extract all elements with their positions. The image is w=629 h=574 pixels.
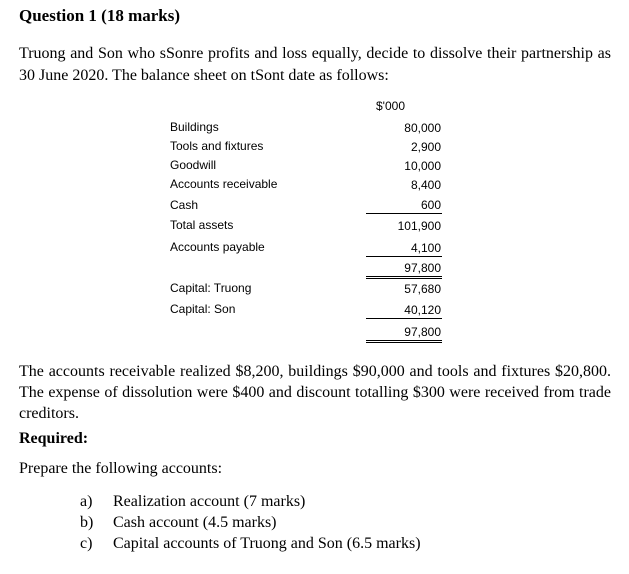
list-item-text: Realization account (7 marks) bbox=[113, 493, 306, 510]
row-value-total-assets: 101,900 bbox=[397, 219, 441, 233]
row-label-tools: Tools and fixtures bbox=[170, 139, 264, 153]
row-value-payable: 4,100 bbox=[410, 241, 441, 255]
row-value-cash: 600 bbox=[420, 198, 441, 212]
row-label-goodwill: Goodwill bbox=[170, 158, 217, 172]
row-value-total-capital: 97,800 bbox=[404, 325, 441, 339]
required-label: Required: bbox=[19, 430, 89, 447]
prepare-text: Prepare the following accounts: bbox=[19, 460, 223, 477]
row-value-net-assets: 97,800 bbox=[404, 261, 441, 275]
row-value-receivable: 8,400 bbox=[410, 178, 441, 192]
list-item-text: Capital accounts of Truong and Son (6.5 marks) bbox=[113, 535, 421, 552]
row-label-capital-truong: Capital: Truong bbox=[170, 281, 252, 295]
currency-header: $'000 bbox=[376, 99, 405, 113]
row-value-capital-truong: 57,680 bbox=[404, 282, 441, 296]
list-marker: c) bbox=[80, 535, 93, 552]
list-marker: a) bbox=[80, 493, 93, 510]
list-item bbox=[80, 512, 421, 533]
list-item bbox=[80, 491, 421, 512]
row-label-receivable: Accounts receivable bbox=[170, 177, 278, 191]
list-item-text: Cash account (4.5 marks) bbox=[113, 514, 277, 531]
row-label-total-assets: Total assets bbox=[170, 218, 234, 232]
row-value-capital-son: 40,120 bbox=[404, 303, 441, 317]
list-marker: b) bbox=[80, 514, 94, 531]
question-heading: Question 1 (18 marks) bbox=[19, 6, 181, 25]
row-label-payable: Accounts payable bbox=[170, 240, 265, 254]
row-value-buildings: 80,000 bbox=[404, 121, 441, 135]
row-label-capital-son: Capital: Son bbox=[170, 302, 236, 316]
row-value-goodwill: 10,000 bbox=[404, 159, 441, 173]
row-label-buildings: Buildings bbox=[170, 120, 219, 134]
row-value-tools: 2,900 bbox=[410, 140, 441, 154]
intro-paragraph: Truong and Son who sSonre profits and loss equally, decide to dissolve their partnership as 30 June 2020. The balance sheet on tSont date as follows: bbox=[19, 45, 611, 84]
facts-paragraph: The accounts receivable realized $8,200, buildings $90,000 and tools and fixtures $20,800. The expense of dissolution were $400 and discount totalling $300 were received from trade creditors. bbox=[19, 363, 611, 422]
required-list bbox=[80, 491, 421, 554]
row-label-cash: Cash bbox=[170, 198, 199, 212]
list-item bbox=[80, 533, 421, 554]
